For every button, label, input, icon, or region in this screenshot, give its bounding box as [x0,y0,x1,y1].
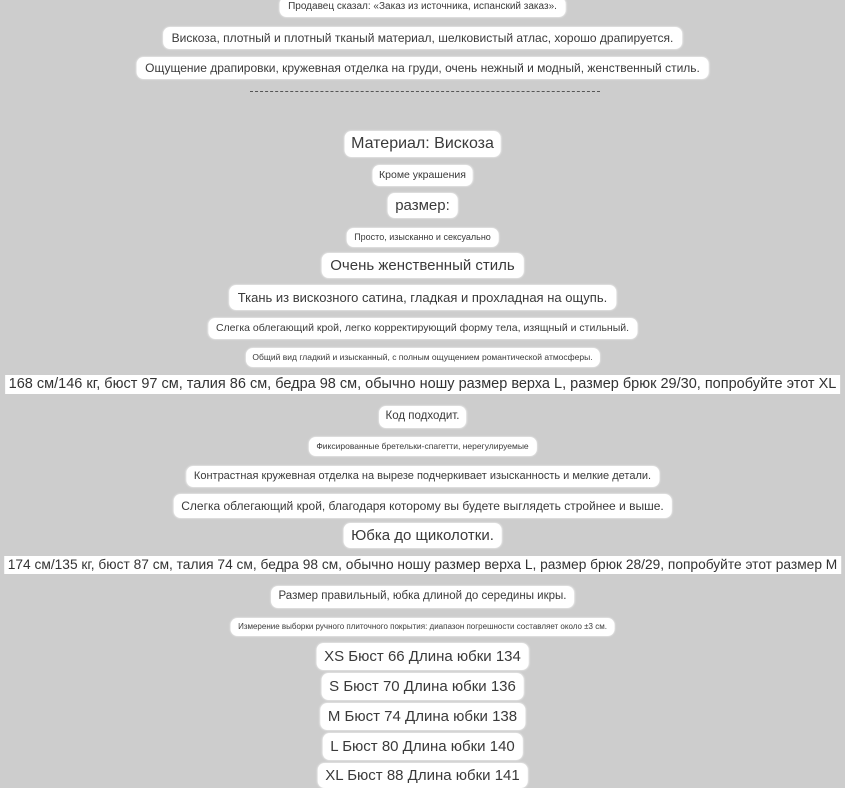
straps-note: Фиксированные бретельки-спагетти, нерегулируемые [308,437,536,456]
except-decoration-note: Кроме украшения [372,165,473,186]
measurement-tolerance-note: Измерение выборки ручного плиточного покрытия: диапазон погрешности составляет около ±3 см. [230,618,615,636]
size-row-m: M Бюст 74 Длина юбки 138 [320,703,525,730]
model-2-measurements: 174 см/135 кг, бюст 87 см, талия 74 см, бедра 98 см, обычно ношу размер верха L, размер брюк 28/29, попробуйте этот размер M [4,556,842,574]
style-note: Просто, изысканно и сексуально [346,228,499,247]
lace-trim-note: Контрастная кружевная отделка на вырезе подчеркивает изысканность и мелкие детали. [186,466,659,487]
true-size-note: Размер правильный, юбка длиной до середины икры. [271,586,575,608]
model-1-measurements: 168 см/146 кг, бюст 97 см, талия 86 см, бедра 98 см, обычно ношу размер верха L, размер брюк 29/30, попробуйте этот XL [5,375,841,394]
drape-description: Ощущение драпировки, кружевная отделка на груди, очень нежный и модный, женственный стиль. [136,57,709,79]
divider [250,91,600,92]
size-heading: размер: [387,193,458,218]
size-row-xs: XS Бюст 66 Длина юбки 134 [316,643,529,670]
seller-note: Продавец сказал: «Заказ из источника, испанский заказ». [279,0,566,17]
feminine-style-heading: Очень женственный стиль [321,253,523,278]
size-fits-note: Код подходит. [379,406,467,428]
fabric-description: Вискоза, плотный и плотный тканый материал, шелковистый атлас, хорошо драпируется. [163,27,683,49]
material-heading: Материал: Вискоза [344,131,501,157]
size-row-l: L Бюст 80 Длина юбки 140 [322,733,523,760]
romantic-description: Общий вид гладкий и изысканный, с полным ощущением романтической атмосферы. [245,348,599,367]
slim-fit-note: Слегка облегающий крой, благодаря которому вы будете выглядеть стройнее и выше. [173,494,671,518]
size-row-s: S Бюст 70 Длина юбки 136 [321,673,524,700]
fit-description: Слегка облегающий крой, легко корректирующий форму тела, изящный и стильный. [208,318,637,339]
ankle-skirt-heading: Юбка до щиколотки. [343,523,502,548]
size-row-xl: XL Бюст 88 Длина юбки 141 [317,763,528,788]
satin-description: Ткань из вискозного сатина, гладкая и прохладная на ощупь. [229,285,616,310]
